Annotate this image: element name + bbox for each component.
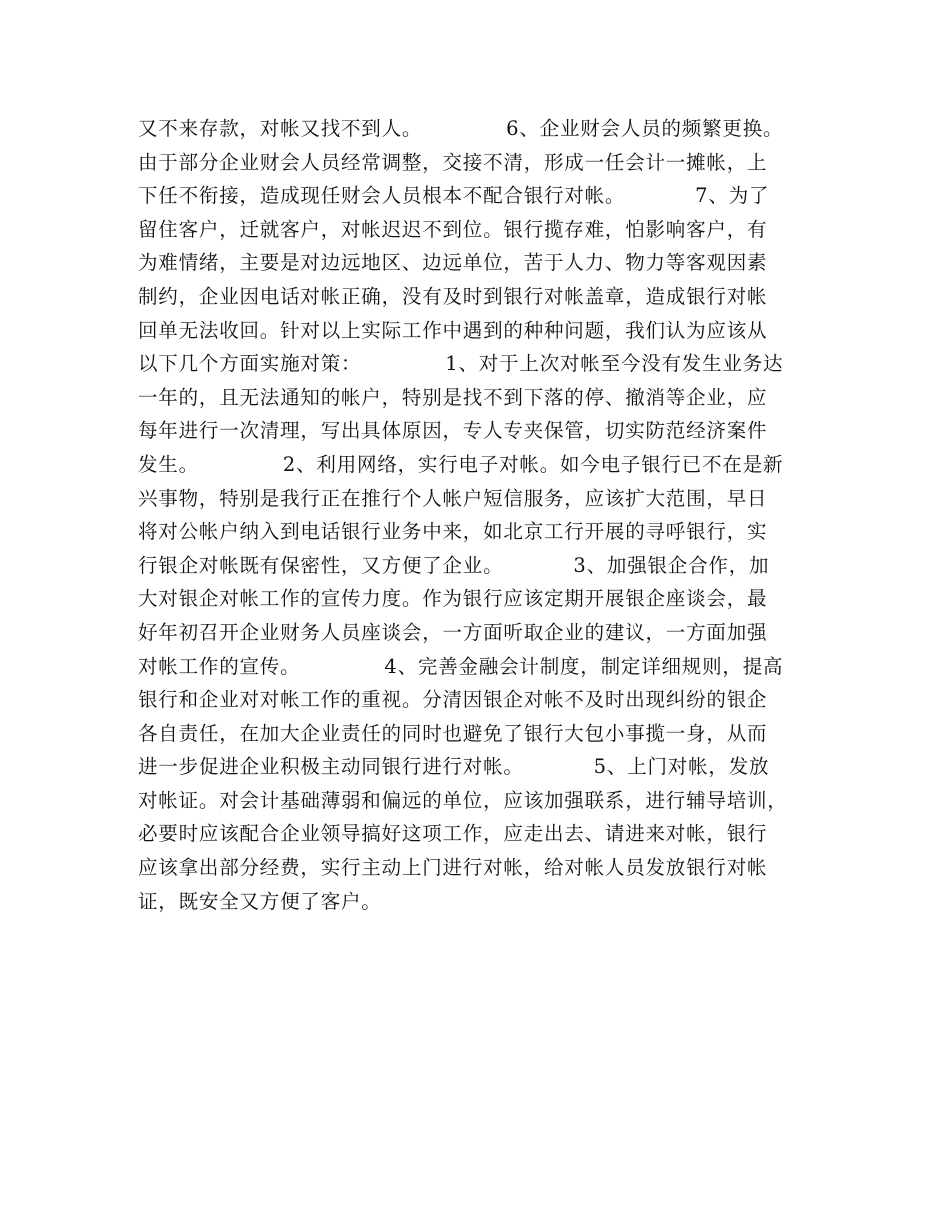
text-line: 每年进行一次清理，写出具体原因，专人专夹保管，切实防范经济案件 (138, 419, 768, 443)
text-line: 又不来存款，对帐又找不到人。 6、企业财会人员的频繁更换。 (138, 117, 784, 140)
text-line: 将对公帐户纳入到电话银行业务中来，如北京工行开展的寻呼银行，实 (138, 520, 768, 544)
text-line: 行银企对帐既有保密性，又方便了企业。 3、加强银企合作，加 (138, 553, 770, 577)
text-line: 对帐证。对会计基础薄弱和偏远的单位，应该加强联系，进行辅导培训， (138, 788, 788, 812)
text-line: 为难情绪，主要是对边远地区、边远单位，苦于人力、物力等客观因素 (138, 251, 768, 275)
text-line: 好年初召开企业财务人员座谈会，一方面听取企业的建议，一方面加强 (138, 620, 768, 644)
body-text (138, 112, 828, 918)
text-line: 发生。 2、利用网络，实行电子对帐。如今电子银行已不在是新 (138, 452, 784, 476)
text-line: 兴事物，特别是我行正在推行个人帐户短信服务，应该扩大范围，早日 (138, 486, 768, 510)
text-line: 对帐工作的宣传。 4、完善金融会计制度，制定详细规则，提高 (138, 654, 784, 678)
text-line: 留住客户，迁就客户，对帐迟迟不到位。银行揽存难，怕影响客户，有 (138, 217, 768, 241)
text-line: 应该拿出部分经费，实行主动上门进行对帐，给对帐人员发放银行对帐 (138, 856, 768, 880)
text-line: 制约，企业因电话对帐正确，没有及时到银行对帐盖章，造成银行对帐 (138, 284, 768, 308)
text-line: 回单无法收回。针对以上实际工作中遇到的种种问题，我们认为应该从 (138, 318, 768, 342)
text-line: 由于部分企业财会人员经常调整，交接不清，形成一任会计一摊帐，上 (138, 150, 768, 174)
text-line: 一年的，且无法通知的帐户，特别是找不到下落的停、撤消等企业，应 (138, 385, 768, 409)
text-line: 银行和企业对对帐工作的重视。分清因银企对帐不及时出现纠纷的银企 (138, 688, 768, 712)
text-line: 证，既安全又方便了客户。 (138, 889, 382, 913)
text-line: 下任不衔接，造成现任财会人员根本不配合银行对帐。 7、为了 (138, 184, 770, 208)
text-line: 大对银企对帐工作的宣传力度。作为银行应该定期开展银企座谈会，最 (138, 587, 768, 611)
text-line: 各自责任，在加大企业责任的同时也避免了银行大包小事揽一身，从而 (138, 721, 768, 745)
text-line: 进一步促进企业积极主动同银行进行对帐。 5、上门对帐，发放 (138, 755, 770, 779)
text-line: 必要时应该配合企业领导搞好这项工作，应走出去、请进来对帐，银行 (138, 822, 768, 846)
text-line: 以下几个方面实施对策： 1、对于上次对帐至今没有发生业务达 (138, 352, 784, 376)
